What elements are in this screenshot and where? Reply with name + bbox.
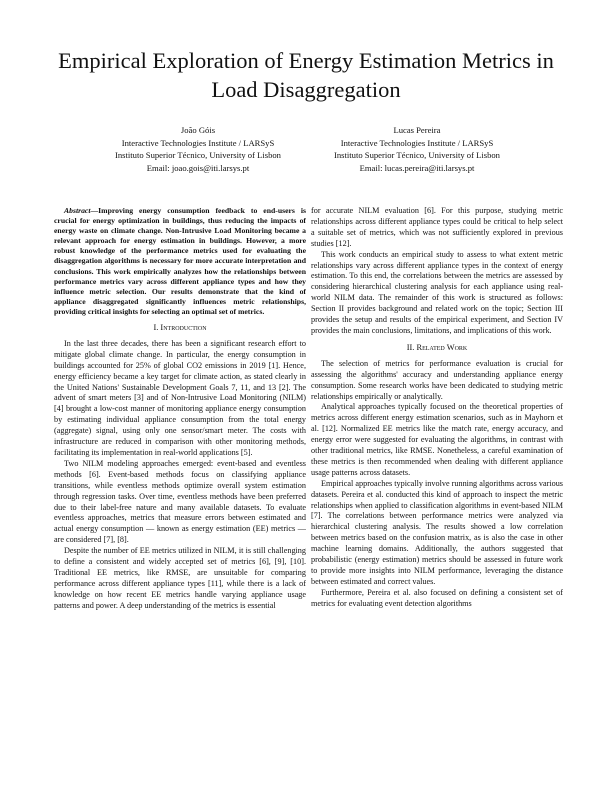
paragraph: Analytical approaches typically focused on the theoretical properties of metrics across different energy estimation scenarios, such as in Mayhorn et al. [12]. Normalized EE metrics like the match rate, energy accuracy, and energy error were suggested for evaluating the algorithms, in contrast with other traditional metrics, like RMSE. Nonetheless, a careful examination of these metrics is then recommended when dealing with different appliance usage patterns across datasets. [311, 402, 563, 477]
author-institution: Instituto Superior Técnico, University of Lisbon [115, 150, 281, 160]
author-affiliation: Interactive Technologies Institute / LARSyS [340, 137, 494, 148]
author-email: Email: lucas.pereira@iti.larsys.pt [359, 162, 475, 173]
paragraph: Furthermore, Pereira et al. also focused on defining a consistent set of metrics for evaluating event detection algorithms [311, 587, 563, 608]
abstract-text: —Improving energy consumption feedback to end-users is crucial for energy optimization in buildings, thus reducing the impacts of energy waste on climate change. Non-Intrusive Load Monitoring became a relevant approach for energy estimation in buildings. However, a more robust knowledge of the performance metrics used for evaluating the disaggregation algorithms is necessary for more accurate interpretation and conclusions. This work empirically analyzes how the relationships between performance metrics vary across different appliance types and how they influence metric selection. Our results demonstrate that the kind of appliance disaggregated significantly influences metric relationships, providing critical insights for selecting an optimal set of metrics. [54, 206, 306, 316]
right-column [311, 206, 563, 774]
paragraph: The selection of metrics for performance evaluation is crucial for assessing the algorithms' accuracy and understanding appliance energy consumption. Some research works have been dedicated to studying metric relationships empirically or analytically. [311, 358, 563, 401]
section-heading-related-work: II. Related Work [406, 342, 468, 352]
left-column [54, 206, 306, 774]
paragraph: for accurate NILM evaluation [6]. For this purpose, studying metric relationships across different appliance types could be critical to help select a suitable set of metrics, which was not sufficiently explored in previous studies [12]. [311, 206, 563, 248]
paragraph: Two NILM modeling approaches emerged: event-based and eventless methods [6]. Event-based methods focus on classifying appliance transitions, while eventless methods optimize overall system estimation through regression tasks. Over time, eventless methods have been preferred due to their label-free nature and many available datasets. To evaluate eventless approaches, metrics that measure errors between estimated and actual energy consumption — known as energy estimation (EE) metrics — are considered [7], [8]. [54, 458, 306, 545]
author-institution: Instituto Superior Técnico, University of Lisbon [334, 150, 500, 160]
section-heading-introduction: I. Introduction [153, 323, 207, 333]
paragraph: Empirical approaches typically involve running algorithms across various datasets. Pereira et al. conducted this kind of approach to inspect the metric relationships when applied to classification algorithms in event-based NILM [7]. The correlations between performance metrics were analyzed via hierarchical clustering analysis. The results showed a low correlation between metrics based on the confusion matrix, as is also the case in other machine learning domains. Additionally, the authors suggested that probabilistic (energy estimation) metrics should be assessed in future work to provide more insights into NILM performance, leveraging the distance between estimated and correct values. [311, 478, 563, 586]
paragraph: In the last three decades, there has been a significant research effort to mitigate global climate change. In particular, the energy consumption in buildings accounted for 25% of global CO2 emissions in 2019 [1]. Hence, energy efficiency became a key target for climate action, as stated clearly in the United Nations' Sustainable Development Goals 7, 11, and 13 [2]. The advent of smart meters [3] and of Non-Intrusive Load Monitoring (NILM) [4] brought a low-cost manner of monitoring appliance energy consumption by estimating individual appliance consumption from the total energy (aggregate) signal, using only one sensor/smart meter. The costs with infrastructure are reduced in comparison with other monitoring methods, facilitating its implementation in real-world applications [5]. [54, 338, 306, 457]
abstract-label: Abstract [64, 206, 91, 215]
author-affiliation: Interactive Technologies Institute / LARSyS [121, 137, 275, 148]
author-block-2 [302, 124, 532, 174]
author-email: Email: joao.gois@iti.larsys.pt [146, 162, 250, 173]
author-name: João Góis [180, 125, 216, 135]
paragraph: This work conducts an empirical study to assess to what extent metric relationships vary across different appliance types in the context of energy estimation. To this end, the correlations between the metrics are assessed by considering hierarchical clustering analysis for each appliance using real-world NILM data. The remainder of this work is structured as follows: Section II provides background and related work on the topic; Section III provides the setup and results of the empirical experiment, and Section IV provides the main conclusions, limitations, and implications of this work. [311, 249, 563, 335]
abstract [54, 206, 306, 317]
paper-title: Empirical Exploration of Energy Estimation Metrics in Load Disaggregation [58, 48, 554, 102]
author-name: Lucas Pereira [393, 125, 441, 135]
paragraph: Despite the number of EE metrics utilized in NILM, it is still challenging to define a consistent and widely accepted set of metrics [6], [9], [10]. Traditional EE metrics, like RMSE, are unsuitable for comparing performance across different appliance types [11], while there is a lack of knowledge on how recent EE metrics handle varying appliance usage patterns and power. A deep understanding of the metrics is essential [54, 546, 306, 610]
author-block-1 [83, 124, 313, 174]
